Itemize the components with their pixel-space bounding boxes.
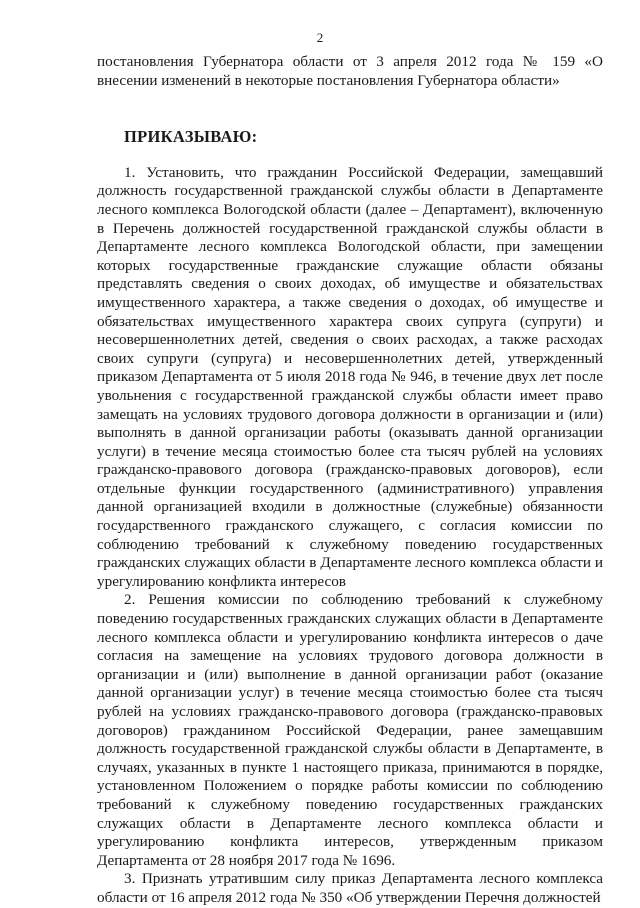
page-number: 2 — [316, 30, 324, 45]
paragraph-3: 3. Признать утратившим силу приказ Департамента лесного комплекса области от 16 апреля 2012 года № 350 «Об утверждении Перечня должностей — [97, 870, 603, 906]
order-heading: ПРИКАЗЫВАЮ: — [124, 127, 258, 147]
paragraph-1: 1. Установить, что гражданин Российской Федерации, замещавший должность государственной гражданской службы области в Департаменте лесного комплекса Вологодской области (далее – Департамент), включенную в Перечень должностей государственной гражданской службы области в Департаменте лесного комплекса Вологодской области, при замещении которых государственные гражданские служащие области обязаны представлять сведения о своих доходах, об имуществе и обязательствах имущественного характера, а также сведения о доходах, об имуществе и обязательствах имущественного характера своих супруга (супруги) и несовершеннолетних детей, сведения о своих расходах, а также расходах своих супруги (супруга) и несовершеннолетних детей, утвержденный приказом Департамента от 5 июля 2018 года № 946, в течение двух лет после увольнения с государственной гражданской службы области имеет право замещать на условиях трудового договора должности в организации и (или) выполнять в данной организации работы (оказывать данной организации услуги) в течение месяца стоимостью более ста тысяч рублей на условиях гражданско-правового договора (гражданско-правовых договоров), если отдельные функции государственного (административного) управления данной организацией входили в должностные (служебные) обязанности государственного гражданского служащего, с согласия комиссии по соблюдению требований к служебному поведению государственных гражданских служащих области в Департаменте лесного комплекса области и урегулированию конфликта интересов — [97, 163, 603, 590]
paragraph-2: 2. Решения комиссии по соблюдению требований к служебному поведению государственных гражданских служащих области в Департаменте лесного комплекса области и урегулированию конфликта интересов о даче согласия на замещение на условиях трудового договора должности в организации и (или) выполнение в данной организации работ (оказание данной организации услуг) в течение месяца стоимостью более ста тысяч рублей на условиях гражданско-правового договора (гражданско-правовых договоров) гражданином Российской Федерации, ранее замещавшим должность государственной гражданской службы области в Департаменте, в случаях, указанных в пункте 1 настоящего приказа, принимаются в порядке, установленном Положением о порядке работы комиссии по соблюдению требований к служебному поведению государственных гражданских служащих области в Департаменте лесного комплекса области и урегулированию конфликта интересов, утвержденным приказом Департамента от 28 ноября 2017 года № 1696. — [97, 591, 603, 869]
document-body — [97, 53, 603, 908]
intro-paragraph: постановления Губернатора области от 3 апреля 2012 года № 159 «О внесении изменений в некоторые постановления Губернатора области» — [97, 53, 603, 89]
